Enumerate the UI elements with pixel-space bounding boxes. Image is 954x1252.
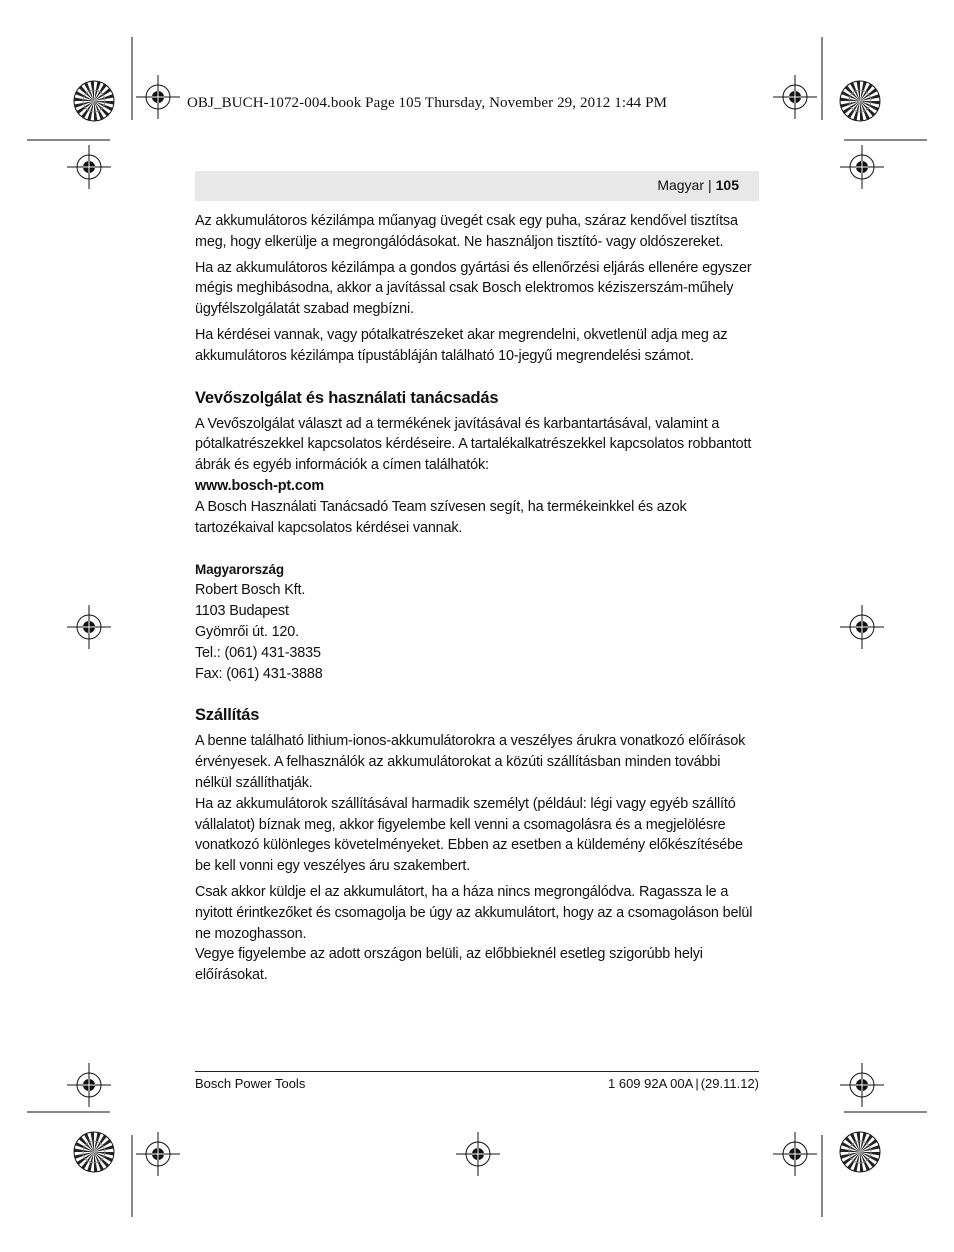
registration-crosshair-icon — [773, 1132, 817, 1176]
transport-heading: Szállítás — [195, 706, 260, 725]
registration-crosshair-icon — [840, 605, 884, 649]
address-company: Robert Bosch Kft. — [195, 582, 306, 599]
address-street: Gyömrői út. 120. — [195, 623, 299, 640]
intro-paragraph-1: Az akkumulátoros kézilámpa műanyag üvegét csak egy puha, száraz kendővel tisztítsa meg, hogy elkerülje a megrongálódásokat. Ne használjon tisztító- vagy oldószereket. — [195, 213, 738, 250]
transport-text-3: Csak akkor küldje el az akkumulátort, ha a háza nincs megrongálódva. Ragassza le a nyitott érintkezőket és csomagolja be úgy az akkumulátort, hogy az a csomagoláson belül ne mozoghasson. — [195, 883, 753, 942]
footer-rule — [195, 1071, 759, 1072]
service-text-1: A Vevőszolgálat választ ad a termékének javításával és karbantartásával, valamint a pótalkatrészekkel kapcsolatos kérdéseire. A tartalékalkatrészekkel kapcsolatos robbantott ábrák és egyéb információk a címen találhatók: — [195, 415, 752, 474]
slug-line: OBJ_BUCH-1072-004.book Page 105 Thursday, November 29, 2012 1:44 PM — [187, 95, 668, 111]
intro-paragraph-2: Ha az akkumulátoros kézilámpa a gondos gyártási és ellenőrzési eljárás ellenére egyszer mégis meghibásodna, akkor a javítással csak Bosch elektromos kéziszerszám-műhely ügyfélszolgálatát szabad megbízni. — [195, 259, 752, 318]
header-separator: | — [708, 177, 712, 193]
service-text-2: A Bosch Használati Tanácsadó Team szívesen segít, ha termékeinkkel és azok tartozékaival kapcsolatos kérdései vannak. — [195, 498, 687, 536]
starburst-target-icon — [74, 1132, 114, 1172]
registration-crosshair-icon — [67, 1063, 111, 1107]
registration-crosshair-icon — [67, 605, 111, 649]
footer-doc-info — [608, 1076, 759, 1091]
registration-crosshair-icon — [840, 145, 884, 189]
registration-crosshair-icon — [456, 1132, 500, 1176]
transport-text-1: A benne található lithium-ionos-akkumulátorokra a veszélyes árukra vonatkozó előírások érvényesek. A felhasználók az akkumulátorokat a közúti szállításban minden további nélkül szállíthatják. — [195, 733, 746, 791]
footer-doc-number: 1 609 92A 00A — [608, 1076, 694, 1091]
intro-paragraph-3: Ha kérdései vannak, vagy pótalkatrészeket akar megrendelni, okvetlenül adja meg az akkumulátoros kézilámpa típustábláján található 10-jegyű megrendelési számot. — [195, 326, 728, 364]
country-label: Magyarország — [195, 562, 284, 578]
registration-crosshair-icon — [67, 145, 111, 189]
footer-separator: | — [695, 1076, 699, 1091]
transport-text-4: Vegye figyelembe az adott országon belüli, az előbbieknél esetleg szigorúbb helyi előírásokat. — [195, 946, 703, 984]
footer-brand: Bosch Power Tools — [195, 1076, 306, 1091]
transport-text-2: Ha az akkumulátorok szállításával harmadik személyt (például: légi vagy egyéb szállító vállalatot) bíznak meg, akkor figyelembe kell venni a csomagolásra és a megjelölésre vonatkozó különleges követelményeket. Ebben az esetben a küldemény előkészítésébe be kell vonni egy veszélyes áru szakembert. — [195, 795, 743, 875]
header-language: Magyar — [657, 177, 704, 193]
header-text — [657, 177, 739, 193]
page-number: 105 — [715, 177, 739, 193]
registration-crosshair-icon — [773, 75, 817, 119]
registration-crosshair-icon — [136, 1132, 180, 1176]
starburst-target-icon — [840, 1132, 880, 1172]
registration-crosshair-icon — [136, 75, 180, 119]
footer-date: (29.11.12) — [700, 1076, 759, 1091]
main-content — [195, 211, 759, 991]
service-heading: Vevőszolgálat és használati tanácsadás — [195, 388, 499, 407]
address-tel: Tel.: (061) 431-3835 — [195, 644, 321, 661]
address-fax: Fax: (061) 431-3888 — [195, 665, 323, 682]
starburst-target-icon — [840, 81, 880, 121]
starburst-target-icon — [74, 81, 114, 121]
page-header — [195, 171, 759, 201]
address-block — [195, 580, 759, 684]
service-url[interactable]: www.bosch-pt.com — [195, 477, 324, 494]
address-city: 1103 Budapest — [195, 603, 289, 620]
registration-crosshair-icon — [840, 1063, 884, 1107]
